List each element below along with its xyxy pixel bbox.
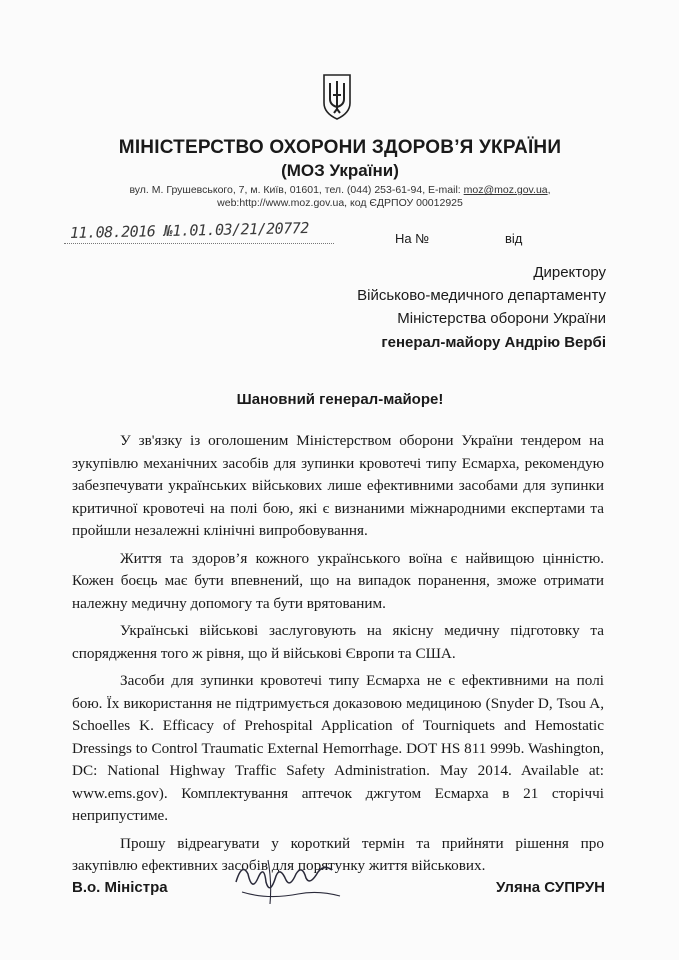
- body-paragraph: Прошу відреагувати у короткий термін та прийняти рішення про закупівлю ефективних засобів для порятунку життя військових.: [72, 834, 604, 874]
- trident-coat-of-arms-icon: [321, 73, 353, 121]
- reference-date-label: від: [505, 231, 523, 246]
- reference-underline: [64, 243, 334, 245]
- salutation: Шановний генерал-майоре!: [236, 391, 444, 408]
- body-paragraph: Українські військові заслуговують на якісну медичну підготовку та спорядження того ж рівня, що й військові Європи та США.: [72, 622, 604, 662]
- signatory-name: Уляна СУПРУН: [496, 879, 605, 896]
- handwritten-signature-icon: [228, 852, 348, 908]
- address-text: вул. М. Грушевського, 7, м. Київ, 01601, тел. (044) 253-61-94, E-mail:: [129, 184, 464, 196]
- handwritten-date-number: 11.08.2016 №1.01.03/21/20772: [69, 218, 310, 242]
- ministry-short-name: (МОЗ України): [281, 161, 399, 180]
- body-paragraph: Засоби для зупинки кровотечі типу Есмарха не є ефективними на полі бою. Їх використання не підтримується доказовою медициною (Snyder D, Tsou A, Schoelles K. Efficacy of Prehospital Application of Tourniquets and Hemostatic Dressings to Control Traumatic External Hemorrhage. DOT HS 811 999b. Washington, DC: National Highway Traffic Safety Administration. May 2014. Available at: www.ems.gov). Комплектування аптечок джгутом Есмарха в 21 сторіччі неприпустиме.: [72, 672, 604, 824]
- body-paragraph: У зв'язку із оголошеним Міністерством оборони України тендером на зукупівлю механічних засобів для зупинки кровотечі типу Есмарха, рекомендую забезпечувати українських військових лише ефективними засобами для зупинки критичної кровотечі на полі бою, які є визнаними міжнародними експертами та пройшли незалежні клінічні випробовування.: [72, 432, 604, 539]
- email-suffix: ,: [547, 184, 551, 196]
- body-paragraph: Життя та здоров’я кожного українського воїна є найвищою цінністю. Кожен боєць має бути впевнений, що на випадок поранення, зможе отримати належну медичну допомогу та бути врятованим.: [72, 549, 604, 612]
- addressee-line-3: Міністерства оборони України: [397, 310, 606, 327]
- addressee-line-1: Директору: [533, 264, 606, 281]
- letter-body: [72, 430, 604, 883]
- addressee-line-2: Військово-медичного департаменту: [357, 287, 606, 304]
- contact-address-line: [40, 184, 640, 196]
- ministry-name: МІНІСТЕРСТВО ОХОРОНИ ЗДОРОВ’Я УКРАЇНИ: [118, 137, 562, 158]
- reference-number-label: На №: [395, 231, 430, 246]
- addressee-name: генерал-майору Андрію Вербі: [381, 334, 606, 351]
- contact-web-line: web:http://www.moz.gov.ua, код ЄДРПОУ 00012925: [217, 197, 463, 209]
- signatory-position: В.о. Міністра: [72, 879, 168, 896]
- email-link[interactable]: moz@moz.gov.ua: [463, 184, 548, 196]
